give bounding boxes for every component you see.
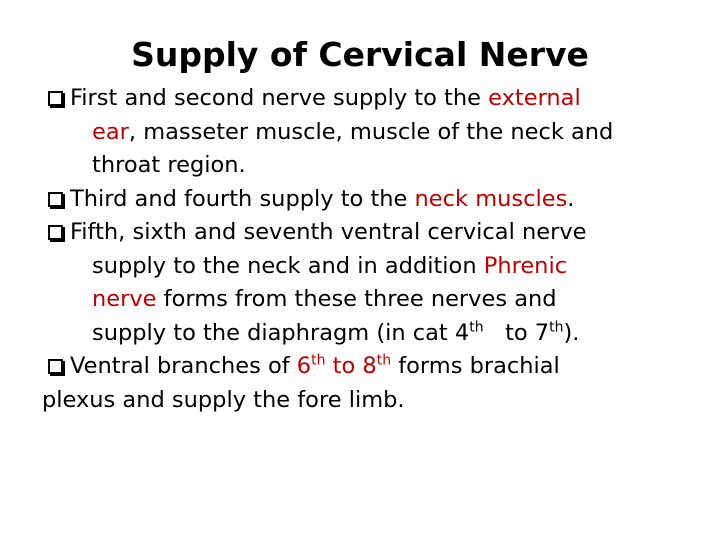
slide-body bbox=[42, 82, 688, 417]
checkbox-square-icon bbox=[48, 225, 63, 240]
bullet-2-text-a: Third and fourth supply to the bbox=[70, 185, 415, 212]
bullet-2-highlight-neck-muscles: neck muscles bbox=[414, 185, 568, 212]
bullet-3-line-1: Fifth, sixth and seventh ventral cervical nerve bbox=[70, 219, 587, 245]
bullet-item-4 bbox=[42, 350, 688, 417]
bullet-3-line-2 bbox=[70, 250, 688, 284]
bullet-1-line-2 bbox=[70, 116, 688, 150]
bullet-1-line-3: throat region. bbox=[92, 152, 246, 178]
bullet-4-highlight-to-8: to 8 bbox=[325, 353, 377, 379]
bullet-item-3 bbox=[48, 216, 688, 350]
bullet-3-superscript-2: th bbox=[549, 319, 564, 335]
checkbox-square-icon bbox=[48, 91, 63, 106]
bullet-4-text-end: forms brachial bbox=[391, 353, 560, 379]
bullet-4-highlight-6: 6 bbox=[296, 353, 312, 379]
bullet-3-superscript-1: th bbox=[469, 319, 484, 335]
bullet-3-text-b: supply to the neck and in addition bbox=[92, 252, 484, 279]
bullet-2-line-1 bbox=[70, 183, 688, 217]
bullet-item-2 bbox=[48, 183, 688, 217]
bullet-4-line-1 bbox=[70, 350, 688, 384]
bullet-3-text-d: supply to the diaphragm (in cat 4 bbox=[92, 319, 470, 346]
bullet-1-text-b: , masseter muscle, muscle of the neck and bbox=[128, 118, 614, 145]
bullet-2-text-end: . bbox=[567, 185, 575, 212]
bullet-4-line-2: plexus and supply the fore limb. bbox=[42, 386, 405, 413]
bullet-4-text-a: Ventral branches of bbox=[70, 353, 297, 379]
bullet-3-text-mid: to 7 bbox=[483, 319, 550, 346]
bullet-1-highlight-ear: ear bbox=[92, 118, 129, 145]
bullet-item-1 bbox=[48, 82, 688, 183]
bullet-3-text-c: forms from these three nerves and bbox=[156, 286, 557, 312]
slide-title: Supply of Cervical Nerve bbox=[131, 35, 589, 74]
bullet-1-highlight-external: external bbox=[488, 85, 581, 111]
bullet-3-highlight-phrenic: Phrenic bbox=[483, 252, 568, 279]
bullet-3-line-3 bbox=[70, 283, 688, 317]
checkbox-square-icon bbox=[48, 359, 63, 374]
bullet-4-superscript-2: th bbox=[376, 352, 392, 369]
bullet-3-text-end: ). bbox=[563, 319, 580, 346]
bullet-1-line-1 bbox=[70, 82, 688, 116]
bullet-4-superscript-1: th bbox=[311, 352, 326, 369]
checkbox-square-icon bbox=[48, 192, 63, 207]
bullet-3-highlight-nerve: nerve bbox=[92, 286, 157, 312]
bullet-3-line-4 bbox=[70, 317, 688, 351]
bullet-4-highlight-range bbox=[297, 353, 391, 379]
bullet-1-text-a: First and second nerve supply to the bbox=[70, 85, 489, 111]
